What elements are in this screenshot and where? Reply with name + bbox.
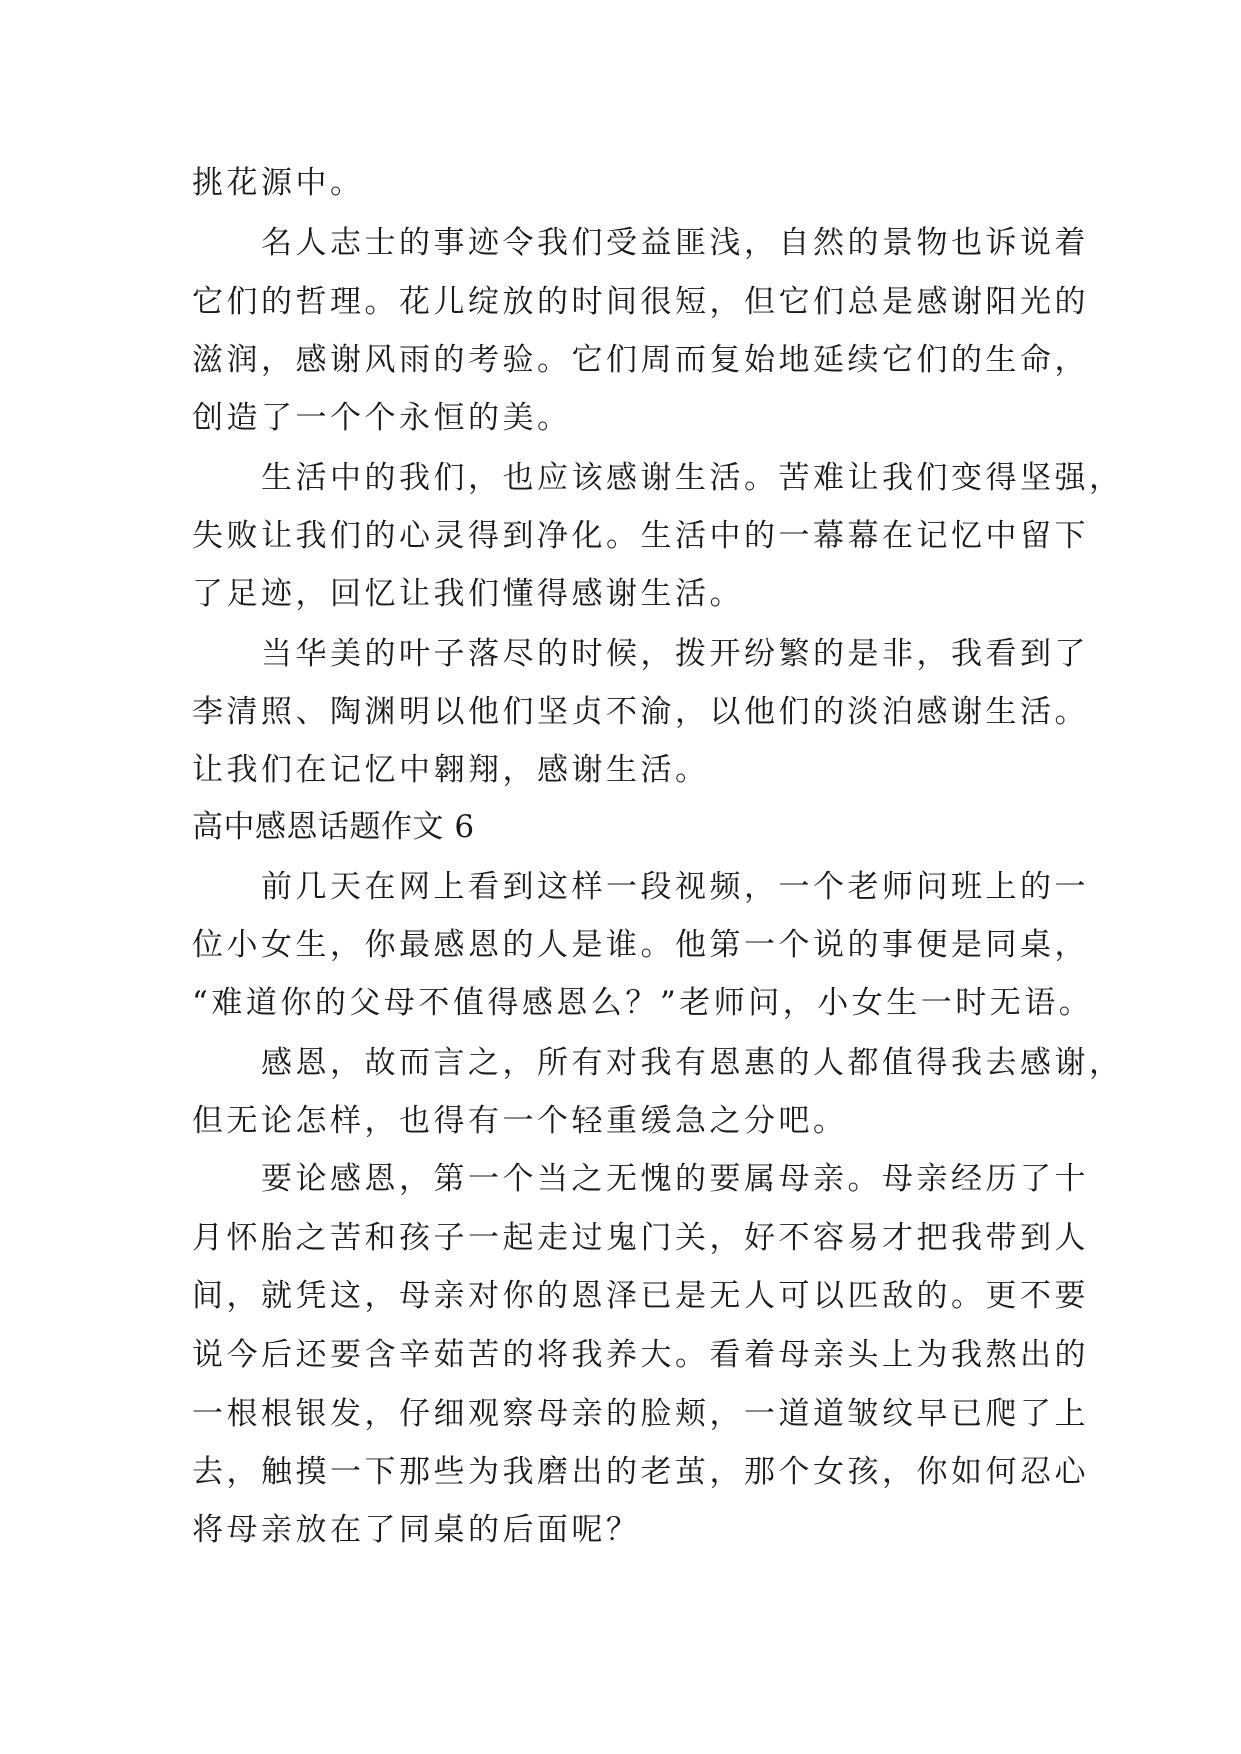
text-line: 一根根银发，仔细观察母亲的脸颊，一道道皱纹早已爬了上 bbox=[192, 1396, 1089, 1432]
text-line: 滋润，感谢风雨的考验。它们周而复始地延续它们的生命， bbox=[192, 342, 1089, 378]
paragraph-start: 生活中的我们，也应该感谢生活。苦难让我们变得坚强， bbox=[192, 460, 1124, 496]
text-line: “难道你的父母不值得感恩么？”老师问，小女生一时无语。 bbox=[192, 985, 1094, 1021]
text-line: 挑花源中。 bbox=[192, 165, 365, 201]
paragraph-start: 名人志士的事迹令我们受益匪浅，自然的景物也诉说着 bbox=[192, 225, 1089, 261]
text-line: 失败让我们的心灵得到净化。生活中的一幕幕在记忆中留下 bbox=[192, 518, 1089, 554]
text-line: 李清照、陶渊明以他们坚贞不渝，以他们的淡泊感谢生活。 bbox=[192, 694, 1089, 730]
text-line: 位小女生，你最感恩的人是谁。他第一个说的事便是同桌， bbox=[192, 927, 1089, 963]
text-line: 月怀胎之苦和孩子一起走过鬼门关，好不容易才把我带到人 bbox=[192, 1220, 1089, 1256]
paragraph-start: 当华美的叶子落尽的时候，拨开纷繁的是非，我看到了 bbox=[192, 636, 1089, 672]
text-line: 创造了一个个永恒的美。 bbox=[192, 400, 572, 436]
text-line: 间，就凭这，母亲对你的恩泽已是无人可以匹敌的。更不要 bbox=[192, 1278, 1089, 1314]
text-line: 让我们在记忆中翱翔，感谢生活。 bbox=[192, 752, 710, 788]
text-line: 它们的哲理。花儿绽放的时间很短，但它们总是感谢阳光的 bbox=[192, 284, 1089, 320]
section-heading: 高中感恩话题作文 6 bbox=[192, 809, 475, 845]
text-line: 说今后还要含辛茹苦的将我养大。看着母亲头上为我熬出的 bbox=[192, 1337, 1089, 1373]
text-line: 将母亲放在了同桌的后面呢？ bbox=[192, 1512, 641, 1548]
paragraph-start: 要论感恩，第一个当之无愧的要属母亲。母亲经历了十 bbox=[192, 1161, 1089, 1197]
text-line: 了足迹，回忆让我们懂得感谢生活。 bbox=[192, 576, 744, 612]
paragraph-start: 前几天在网上看到这样一段视频，一个老师问班上的一 bbox=[192, 869, 1089, 905]
text-line: 去，触摸一下那些为我磨出的老茧，那个女孩，你如何忍心 bbox=[192, 1454, 1089, 1490]
paragraph-start: 感恩，故而言之，所有对我有恩惠的人都值得我去感谢， bbox=[192, 1045, 1124, 1081]
text-line: 但无论怎样，也得有一个轻重缓急之分吧。 bbox=[192, 1103, 848, 1139]
